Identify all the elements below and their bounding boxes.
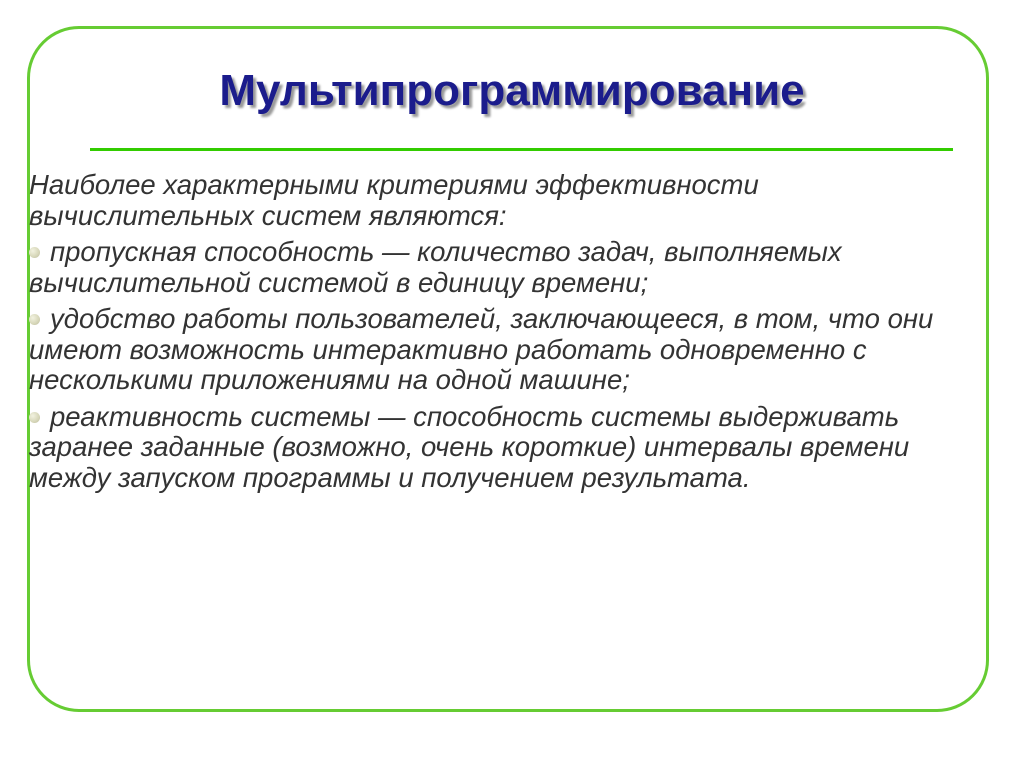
bullet-text: удобство работы пользователей, заключающееся, в том, что они имеют возможность интерактивно работать одновременно с несколькими приложениями на одной машине; [29,303,934,395]
bullet-item-reactivity [29,402,939,494]
bullet-item-throughput [29,237,939,298]
bullet-text: реактивность системы — способность системы выдерживать заранее заданные (возможно, очень короткие) интервалы времени между запуском программы и получением результата. [29,400,910,493]
intro-text: Наиболее характерными критериями эффективности вычислительных систем являются: [29,169,759,231]
bullet-dot-icon [29,412,40,423]
slide-body [29,170,939,499]
bullet-text: пропускная способность — количество задач, выполняемых вычислительной системой в единицу времени; [29,236,842,298]
bullet-item-usability [29,304,939,396]
title-divider [90,148,953,151]
bullet-dot-icon [29,247,40,258]
slide-title: Мультипрограммирование [219,66,805,115]
bullet-dot-icon [29,314,40,325]
